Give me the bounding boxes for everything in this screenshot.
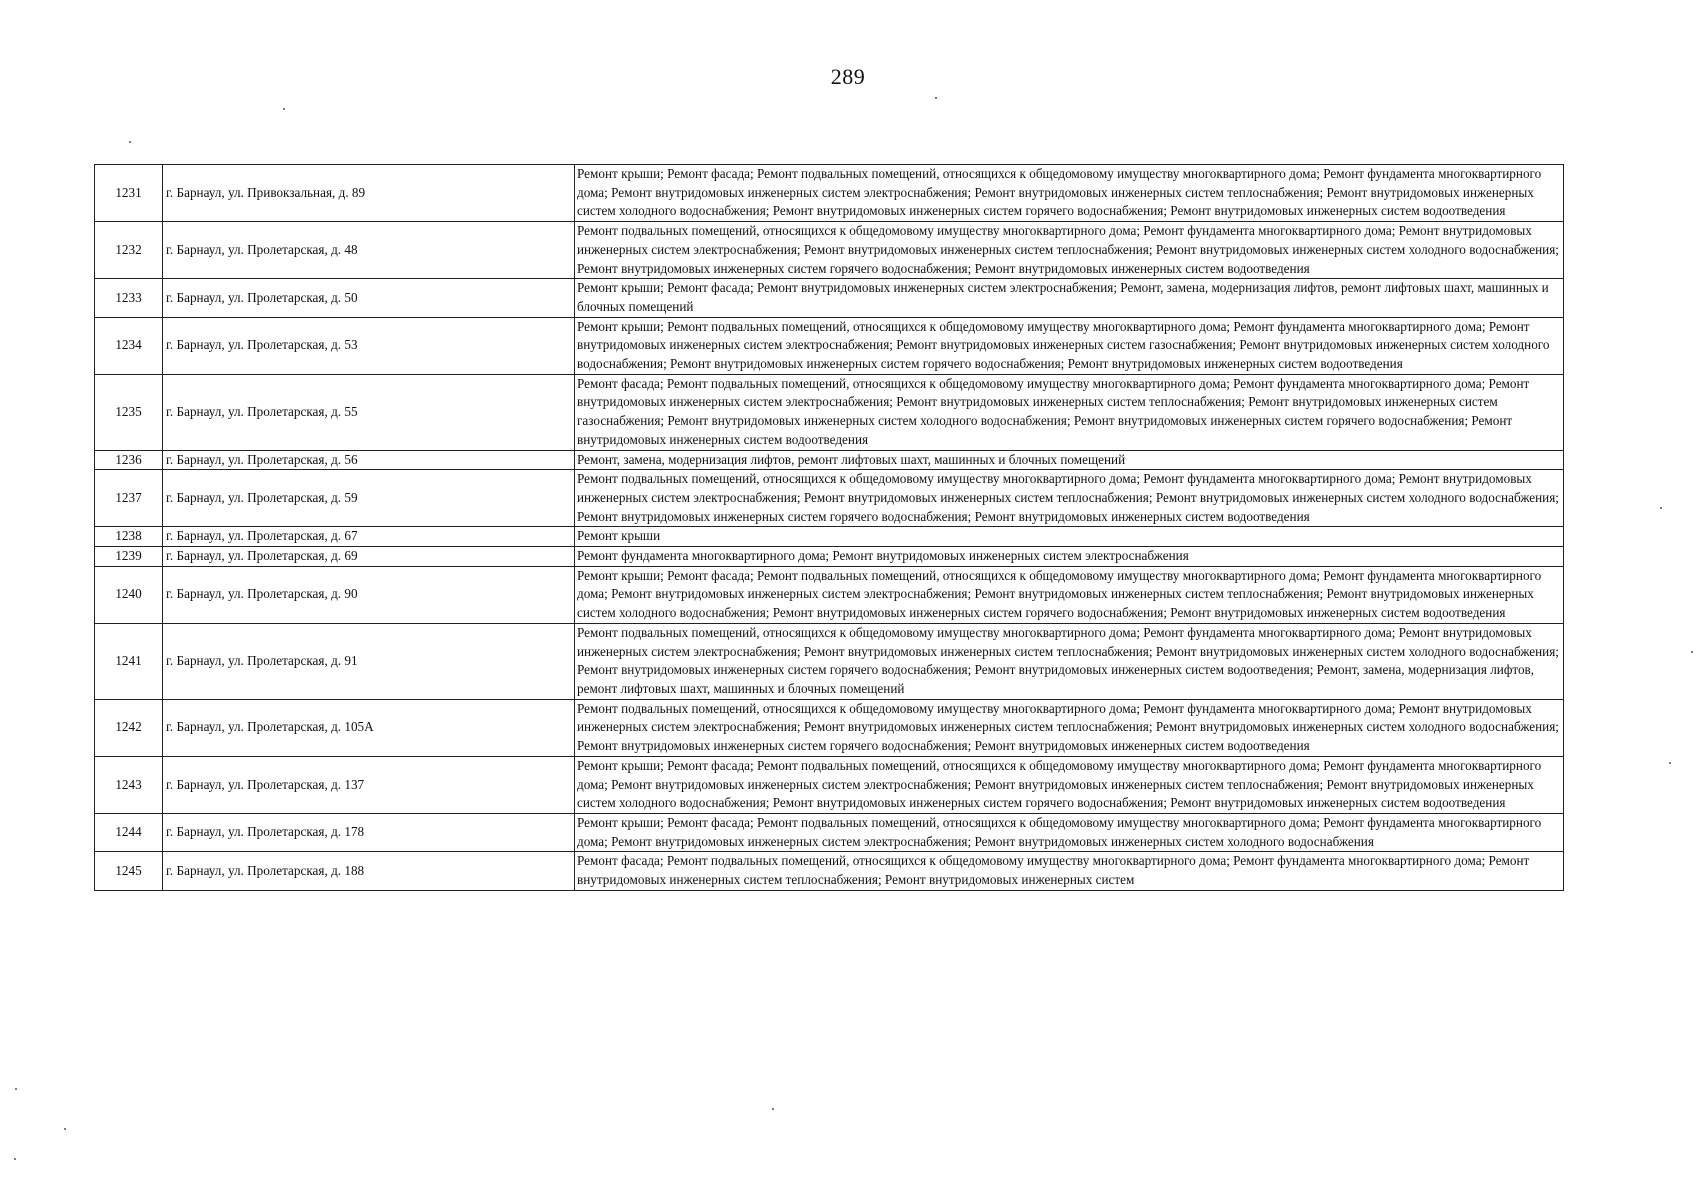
address-cell: г. Барнаул, ул. Пролетарская, д. 67	[163, 527, 575, 547]
table-row	[95, 566, 1564, 623]
scan-speck	[935, 97, 937, 99]
page-number: 289	[830, 64, 866, 89]
repair-works-cell: Ремонт фасада; Ремонт подвальных помещений, относящихся к общедомовому имуществу многоквартирного дома; Ремонт фундамента многоквартирного дома; Ремонт внутридомовых инженерных систем электроснабжения; Ремонт внутридомовых инженерных систем теплоснабжения; Ремонт внутридомовых инженерных систем газоснабжения; Ремонт внутридомовых инженерных систем холодного водоснабжения; Ремонт внутридомовых инженерных систем горячего водоснабжения; Ремонт внутридомовых инженерных систем водоотведения	[575, 374, 1564, 450]
address-cell: г. Барнаул, ул. Пролетарская, д. 69	[163, 547, 575, 567]
table-row	[95, 547, 1564, 567]
scan-speck	[129, 141, 131, 143]
row-number-cell: 1238	[95, 527, 163, 547]
row-number-cell: 1239	[95, 547, 163, 567]
repair-works-cell: Ремонт крыши; Ремонт фасада; Ремонт подвальных помещений, относящихся к общедомовому имуществу многоквартирного дома; Ремонт фундамента многоквартирного дома; Ремонт внутридомовых инженерных систем электроснабжения; Ремонт внутридомовых инженерных систем теплоснабжения; Ремонт внутридомовых инженерных систем холодного водоснабжения; Ремонт внутридомовых инженерных систем горячего водоснабжения; Ремонт внутридомовых инженерных систем водоотведения	[575, 756, 1564, 813]
address-cell: г. Барнаул, ул. Пролетарская, д. 50	[163, 279, 575, 317]
address-cell: г. Барнаул, ул. Пролетарская, д. 56	[163, 450, 575, 470]
row-number-cell: 1240	[95, 566, 163, 623]
repair-works-cell: Ремонт фундамента многоквартирного дома; Ремонт внутридомовых инженерных систем электроснабжения	[575, 547, 1564, 567]
repair-works-cell: Ремонт крыши; Ремонт фасада; Ремонт внутридомовых инженерных систем электроснабжения; Ремонт, замена, модернизация лифтов, ремонт лифтовых шахт, машинных и блочных помещений	[575, 279, 1564, 317]
address-cell: г. Барнаул, ул. Пролетарская, д. 105А	[163, 699, 575, 756]
address-cell: г. Барнаул, ул. Пролетарская, д. 53	[163, 317, 575, 374]
address-cell: г. Барнаул, ул. Пролетарская, д. 91	[163, 623, 575, 699]
row-number-cell: 1244	[95, 813, 163, 851]
table-row	[95, 317, 1564, 374]
repair-works-cell: Ремонт подвальных помещений, относящихся к общедомовому имуществу многоквартирного дома; Ремонт фундамента многоквартирного дома; Ремонт внутридомовых инженерных систем электроснабжения; Ремонт внутридомовых инженерных систем теплоснабжения; Ремонт внутридомовых инженерных систем холодного водоснабжения; Ремонт внутридомовых инженерных систем горячего водоснабжения; Ремонт внутридомовых инженерных систем водоотведения; Ремонт, замена, модернизация лифтов, ремонт лифтовых шахт, машинных и блочных помещений	[575, 623, 1564, 699]
scan-speck	[283, 108, 285, 110]
address-cell: г. Барнаул, ул. Привокзальная, д. 89	[163, 165, 575, 222]
repair-works-cell: Ремонт подвальных помещений, относящихся к общедомовому имуществу многоквартирного дома; Ремонт фундамента многоквартирного дома; Ремонт внутридомовых инженерных систем электроснабжения; Ремонт внутридомовых инженерных систем теплоснабжения; Ремонт внутридомовых инженерных систем холодного водоснабжения; Ремонт внутридомовых инженерных систем горячего водоснабжения; Ремонт внутридомовых инженерных систем водоотведения	[575, 470, 1564, 527]
table-row	[95, 699, 1564, 756]
repair-works-cell: Ремонт подвальных помещений, относящихся к общедомовому имуществу многоквартирного дома; Ремонт фундамента многоквартирного дома; Ремонт внутридомовых инженерных систем электроснабжения; Ремонт внутридомовых инженерных систем теплоснабжения; Ремонт внутридомовых инженерных систем холодного водоснабжения; Ремонт внутридомовых инженерных систем горячего водоснабжения; Ремонт внутридомовых инженерных систем водоотведения	[575, 699, 1564, 756]
row-number-cell: 1231	[95, 165, 163, 222]
repair-works-cell: Ремонт крыши; Ремонт фасада; Ремонт подвальных помещений, относящихся к общедомовому имуществу многоквартирного дома; Ремонт фундамента многоквартирного дома; Ремонт внутридомовых инженерных систем электроснабжения; Ремонт внутридомовых инженерных систем теплоснабжения; Ремонт внутридомовых инженерных систем холодного водоснабжения; Ремонт внутридомовых инженерных систем горячего водоснабжения; Ремонт внутридомовых инженерных систем водоотведения	[575, 566, 1564, 623]
repair-works-cell: Ремонт подвальных помещений, относящихся к общедомовому имуществу многоквартирного дома; Ремонт фундамента многоквартирного дома; Ремонт внутридомовых инженерных систем электроснабжения; Ремонт внутридомовых инженерных систем теплоснабжения; Ремонт внутридомовых инженерных систем холодного водоснабжения; Ремонт внутридомовых инженерных систем горячего водоснабжения; Ремонт внутридомовых инженерных систем водоотведения	[575, 222, 1564, 279]
table-row	[95, 756, 1564, 813]
repair-works-cell: Ремонт фасада; Ремонт подвальных помещений, относящихся к общедомовому имуществу многоквартирного дома; Ремонт фундамента многоквартирного дома; Ремонт внутридомовых инженерных систем теплоснабжения; Ремонт внутридомовых инженерных систем	[575, 852, 1564, 890]
repair-registry-table	[94, 164, 1564, 891]
address-cell: г. Барнаул, ул. Пролетарская, д. 48	[163, 222, 575, 279]
table-body	[95, 165, 1564, 891]
row-number-cell: 1233	[95, 279, 163, 317]
row-number-cell: 1232	[95, 222, 163, 279]
table-row	[95, 165, 1564, 222]
scan-speck	[14, 1158, 16, 1160]
table-row	[95, 222, 1564, 279]
address-cell: г. Барнаул, ул. Пролетарская, д. 59	[163, 470, 575, 527]
repair-works-cell: Ремонт, замена, модернизация лифтов, ремонт лифтовых шахт, машинных и блочных помещений	[575, 450, 1564, 470]
table-row	[95, 623, 1564, 699]
address-cell: г. Барнаул, ул. Пролетарская, д. 90	[163, 566, 575, 623]
row-number-cell: 1242	[95, 699, 163, 756]
repair-works-cell: Ремонт крыши	[575, 527, 1564, 547]
scan-speck	[1691, 651, 1693, 653]
table-row	[95, 527, 1564, 547]
address-cell: г. Барнаул, ул. Пролетарская, д. 137	[163, 756, 575, 813]
address-cell: г. Барнаул, ул. Пролетарская, д. 55	[163, 374, 575, 450]
scan-speck	[15, 1088, 17, 1090]
address-cell: г. Барнаул, ул. Пролетарская, д. 188	[163, 852, 575, 890]
table-row	[95, 813, 1564, 851]
address-cell: г. Барнаул, ул. Пролетарская, д. 178	[163, 813, 575, 851]
scan-speck	[1669, 762, 1671, 764]
repair-works-cell: Ремонт крыши; Ремонт фасада; Ремонт подвальных помещений, относящихся к общедомовому имуществу многоквартирного дома; Ремонт фундамента многоквартирного дома; Ремонт внутридомовых инженерных систем электроснабжения; Ремонт внутридомовых инженерных систем холодного водоснабжения	[575, 813, 1564, 851]
table-row	[95, 279, 1564, 317]
scan-speck	[1660, 507, 1662, 509]
table-row	[95, 374, 1564, 450]
scan-speck	[64, 1128, 66, 1130]
table-row	[95, 450, 1564, 470]
table-row	[95, 470, 1564, 527]
repair-works-cell: Ремонт крыши; Ремонт подвальных помещений, относящихся к общедомовому имуществу многоквартирного дома; Ремонт фундамента многоквартирного дома; Ремонт внутридомовых инженерных систем электроснабжения; Ремонт внутридомовых инженерных систем газоснабжения; Ремонт внутридомовых инженерных систем холодного водоснабжения; Ремонт внутридомовых инженерных систем горячего водоснабжения; Ремонт внутридомовых инженерных систем водоотведения	[575, 317, 1564, 374]
repair-works-cell: Ремонт крыши; Ремонт фасада; Ремонт подвальных помещений, относящихся к общедомовому имуществу многоквартирного дома; Ремонт фундамента многоквартирного дома; Ремонт внутридомовых инженерных систем электроснабжения; Ремонт внутридомовых инженерных систем теплоснабжения; Ремонт внутридомовых инженерных систем холодного водоснабжения; Ремонт внутридомовых инженерных систем горячего водоснабжения; Ремонт внутридомовых инженерных систем водоотведения	[575, 165, 1564, 222]
row-number-cell: 1237	[95, 470, 163, 527]
row-number-cell: 1236	[95, 450, 163, 470]
row-number-cell: 1243	[95, 756, 163, 813]
row-number-cell: 1241	[95, 623, 163, 699]
row-number-cell: 1234	[95, 317, 163, 374]
scan-speck	[772, 1108, 774, 1110]
row-number-cell: 1245	[95, 852, 163, 890]
table-row	[95, 852, 1564, 890]
row-number-cell: 1235	[95, 374, 163, 450]
